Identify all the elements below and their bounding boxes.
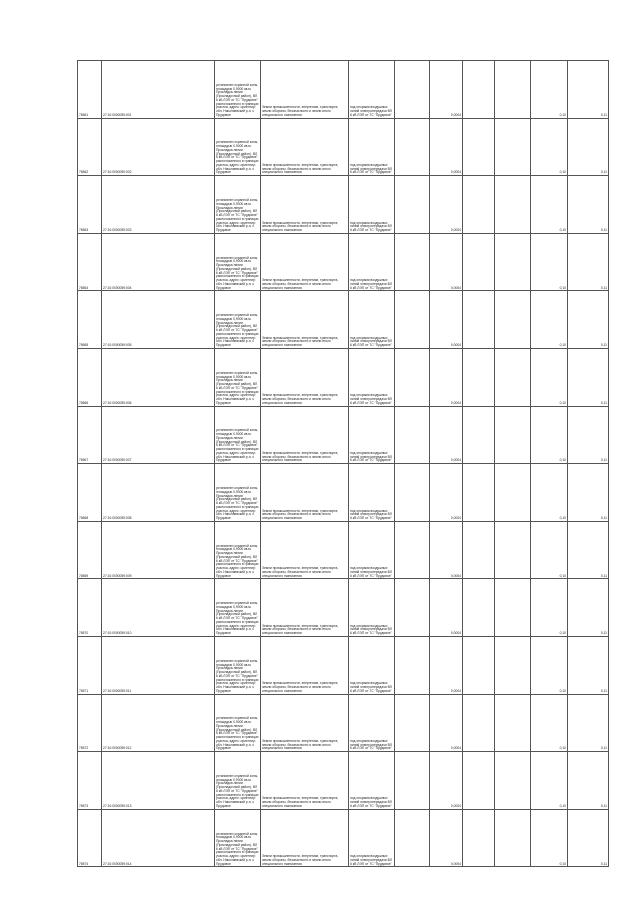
row-id: 76566 (78, 348, 102, 406)
land-use-category: Земли промышленности, энергетики, транспорта, земли обороны, безопасности и земли иного специального назначения (261, 579, 349, 637)
value-2: 0,11 (568, 291, 609, 349)
location-description (215, 176, 261, 234)
empty-cell (495, 694, 531, 752)
cadastral-number: 27:10:0000059:013 (102, 752, 215, 810)
land-registry-table (77, 60, 609, 867)
land-use-category: Земли промышленности, энергетики, транспорта, земли обороны, безопасности и земли иного специального назначения (261, 61, 349, 119)
location-description (215, 809, 261, 867)
table-row (78, 406, 609, 464)
land-use-category: Земли промышленности, энергетики, транспорта, земли обороны, безопасности и земли иного специального назначения (261, 694, 349, 752)
cadastral-number: 27:10:0000059:005 (102, 291, 215, 349)
empty-cell (495, 464, 531, 522)
empty-cell (463, 61, 495, 119)
location-description (215, 118, 261, 176)
permitted-use: под опорами воздушных линий электропередачи ВЛ 6 кВ ЛЭП от ТС "Прудовое" (349, 521, 395, 579)
value-1: 0,10 (531, 118, 568, 176)
value-1: 0,10 (531, 348, 568, 406)
table-row (78, 348, 609, 406)
land-use-category: Земли промышленности, энергетики, транспорта, земли обороны, безопасности и земли иного специального назначения (261, 464, 349, 522)
description-text: установлен охранной зоны, площадью 0,9000 кв.м. Прокладка линии (Прокладочный район), ВЛ 6 кВ ЛЭП от ТС "Прудовое" расположенного в границах участка, адрес: ориентир: обл. Николаевский р-н, с Прудовое (216, 313, 259, 348)
empty-cell (495, 406, 531, 464)
cadastral-number: 27:10:0000059:010 (102, 579, 215, 637)
permitted-use: под опорами воздушных линий электропередачи ВЛ 6 кВ ЛЭП от ТС "Прудовое" (349, 348, 395, 406)
table-row (78, 694, 609, 752)
permitted-use: под опорами воздушных линий электропередачи ВЛ 6 кВ ЛЭП от ТС "Прудовое" (349, 752, 395, 810)
description-text: установлен охранной зоны, площадью 0,9000 кв.м. Прокладка линии (Прокладочный район), ВЛ 6 кВ ЛЭП от ТС "Прудовое" расположенного в границах участка, адрес: ориентир: обл. Николаевский р-н, с Прудовое (216, 140, 259, 175)
empty-cell (395, 233, 430, 291)
table-body (78, 61, 609, 867)
description-text: установлен охранной зоны, площадью 0,9000 кв.м. Прокладка линии (Прокладочный район), ВЛ 6 кВ ЛЭП от ТС "Прудовое" расположенного в границах участка, адрес: ориентир: обл. Николаевский р-н, с Прудовое (216, 601, 259, 636)
area-value: 0,0004 (430, 809, 463, 867)
area-value: 0,0004 (430, 636, 463, 694)
empty-cell (495, 291, 531, 349)
empty-cell (463, 118, 495, 176)
permitted-use: под опорами воздушных линий электропередачи ВЛ 6 кВ ЛЭП от ТС "Прудовое" (349, 61, 395, 119)
area-value: 0,0004 (430, 406, 463, 464)
location-description (215, 636, 261, 694)
empty-cell (495, 579, 531, 637)
value-2: 0,11 (568, 233, 609, 291)
description-text: установлен охранной зоны, площадью 0,9000 кв.м. Прокладка линии (Прокладочный район), ВЛ 6 кВ ЛЭП от ТС "Прудовое" расположенного в границах участка, адрес: ориентир: обл. Николаевский р-н, с Прудовое (216, 82, 259, 117)
empty-cell (395, 61, 430, 119)
row-id: 76572 (78, 694, 102, 752)
empty-cell (395, 636, 430, 694)
row-id: 76561 (78, 61, 102, 119)
description-text: установлен охранной зоны, площадью 0,9000 кв.м. Прокладка линии (Прокладочный район), ВЛ 6 кВ ЛЭП от ТС "Прудовое" расположенного в границах участка, адрес: ориентир: обл. Николаевский р-н, с Прудовое (216, 831, 259, 866)
row-id: 76562 (78, 118, 102, 176)
table-row (78, 291, 609, 349)
empty-cell (395, 348, 430, 406)
empty-cell (463, 406, 495, 464)
empty-cell (463, 348, 495, 406)
land-use-category: Земли промышленности, энергетики, транспорта, земли обороны, безопасности и земли иного специального назначения (261, 406, 349, 464)
permitted-use: под опорами воздушных линий электропередачи ВЛ 6 кВ ЛЭП от ТС "Прудовое" (349, 291, 395, 349)
table-row (78, 176, 609, 234)
area-value: 0,0004 (430, 694, 463, 752)
row-id: 76563 (78, 176, 102, 234)
area-value: 0,0004 (430, 348, 463, 406)
value-2: 0,11 (568, 118, 609, 176)
location-description (215, 521, 261, 579)
location-description (215, 694, 261, 752)
row-id: 76567 (78, 406, 102, 464)
value-2: 0,11 (568, 176, 609, 234)
row-id: 76574 (78, 809, 102, 867)
value-1: 0,10 (531, 291, 568, 349)
table-row (78, 118, 609, 176)
value-2: 0,11 (568, 694, 609, 752)
area-value: 0,0004 (430, 752, 463, 810)
location-description (215, 579, 261, 637)
description-text: установлен охранной зоны, площадью 0,9000 кв.м. Прокладка линии (Прокладочный район), ВЛ 6 кВ ЛЭП от ТС "Прудовое" расположенного в границах участка, адрес: ориентир: обл. Николаевский р-н, с Прудовое (216, 198, 259, 233)
cadastral-number: 27:10:0000059:006 (102, 348, 215, 406)
permitted-use: под опорами воздушных линий электропередачи ВЛ 6 кВ ЛЭП от ТС "Прудовое" (349, 233, 395, 291)
cadastral-number: 27:10:0000059:007 (102, 406, 215, 464)
area-value: 0,0004 (430, 579, 463, 637)
area-value: 0,0004 (430, 291, 463, 349)
value-1: 0,10 (531, 176, 568, 234)
value-1: 0,10 (531, 61, 568, 119)
empty-cell (495, 521, 531, 579)
row-id: 76573 (78, 752, 102, 810)
permitted-use: под опорами воздушных линий электропередачи ВЛ 6 кВ ЛЭП от ТС "Прудовое" (349, 464, 395, 522)
value-1: 0,10 (531, 752, 568, 810)
table-row (78, 464, 609, 522)
value-2: 0,11 (568, 752, 609, 810)
empty-cell (395, 176, 430, 234)
area-value: 0,0004 (430, 176, 463, 234)
permitted-use: под опорами воздушных линий электропередачи ВЛ 6 кВ ЛЭП от ТС "Прудовое" (349, 636, 395, 694)
area-value: 0,0004 (430, 61, 463, 119)
row-id: 76568 (78, 464, 102, 522)
empty-cell (395, 291, 430, 349)
empty-cell (495, 61, 531, 119)
empty-cell (463, 176, 495, 234)
cadastral-number: 27:10:0000059:004 (102, 233, 215, 291)
cadastral-number: 27:10:0000059:001 (102, 61, 215, 119)
land-use-category: Земли промышленности, энергетики, транспорта, земли обороны, безопасности и земли иного специального назначения (261, 636, 349, 694)
area-value: 0,0004 (430, 464, 463, 522)
value-2: 0,11 (568, 406, 609, 464)
value-1: 0,10 (531, 636, 568, 694)
permitted-use: под опорами воздушных линий электропередачи ВЛ 6 кВ ЛЭП от ТС "Прудовое" (349, 118, 395, 176)
description-text: установлен охранной зоны, площадью 0,9000 кв.м. Прокладка линии (Прокладочный район), ВЛ 6 кВ ЛЭП от ТС "Прудовое" расположенного в границах участка, адрес: ориентир: обл. Николаевский р-н, с Прудовое (216, 428, 259, 463)
empty-cell (395, 406, 430, 464)
empty-cell (395, 464, 430, 522)
row-id: 76565 (78, 291, 102, 349)
cadastral-number: 27:10:0000059:002 (102, 118, 215, 176)
empty-cell (395, 118, 430, 176)
table-row (78, 752, 609, 810)
land-use-category: Земли промышленности, энергетики, транспорта, земли обороны, безопасности и земли иного специального назначения (261, 809, 349, 867)
location-description (215, 348, 261, 406)
empty-cell (495, 118, 531, 176)
description-text: установлен охранной зоны, площадью 0,9000 кв.м. Прокладка линии (Прокладочный район), ВЛ 6 кВ ЛЭП от ТС "Прудовое" расположенного в границах участка, адрес: ориентир: обл. Николаевский р-н, с Прудовое (216, 716, 259, 751)
value-2: 0,11 (568, 809, 609, 867)
permitted-use: под опорами воздушных линий электропередачи ВЛ 6 кВ ЛЭП от ТС "Прудовое" (349, 406, 395, 464)
location-description (215, 464, 261, 522)
value-2: 0,11 (568, 521, 609, 579)
permitted-use: под опорами воздушных линий электропередачи ВЛ 6 кВ ЛЭП от ТС "Прудовое" (349, 694, 395, 752)
empty-cell (463, 694, 495, 752)
empty-cell (395, 752, 430, 810)
permitted-use: под опорами воздушных линий электропередачи ВЛ 6 кВ ЛЭП от ТС "Прудовое" (349, 809, 395, 867)
table-row (78, 636, 609, 694)
empty-cell (495, 233, 531, 291)
area-value: 0,0004 (430, 521, 463, 579)
land-use-category: Земли промышленности, энергетики, транспорта, земли обороны, безопасности и земли иного специального назначения (261, 291, 349, 349)
value-1: 0,10 (531, 406, 568, 464)
cadastral-number: 27:10:0000059:003 (102, 176, 215, 234)
table-row (78, 579, 609, 637)
location-description (215, 61, 261, 119)
description-text: установлен охранной зоны, площадью 0,9000 кв.м. Прокладка линии (Прокладочный район), ВЛ 6 кВ ЛЭП от ТС "Прудовое" расположенного в границах участка, адрес: ориентир: обл. Николаевский р-н, с Прудовое (216, 255, 259, 290)
land-use-category: Земли промышленности, энергетики, транспорта, земли обороны, безопасности и земли иного специального назначения (261, 348, 349, 406)
table-row (78, 521, 609, 579)
empty-cell (463, 521, 495, 579)
cadastral-number: 27:10:0000059:009 (102, 521, 215, 579)
value-2: 0,11 (568, 464, 609, 522)
description-text: установлен охранной зоны, площадью 0,9000 кв.м. Прокладка линии (Прокладочный район), ВЛ 6 кВ ЛЭП от ТС "Прудовое" расположенного в границах участка, адрес: ориентир: обл. Николаевский р-н, с Прудовое (216, 658, 259, 693)
row-id: 76570 (78, 579, 102, 637)
table-row (78, 809, 609, 867)
permitted-use: под опорами воздушных линий электропередачи ВЛ 6 кВ ЛЭП от ТС "Прудовое" (349, 176, 395, 234)
description-text: установлен охранной зоны, площадью 0,9000 кв.м. Прокладка линии (Прокладочный район), ВЛ 6 кВ ЛЭП от ТС "Прудовое" расположенного в границах участка, адрес: ориентир: обл. Николаевский р-н, с Прудовое (216, 773, 259, 808)
description-text: установлен охранной зоны, площадью 0,9000 кв.м. Прокладка линии (Прокладочный район), ВЛ 6 кВ ЛЭП от ТС "Прудовое" расположенного в границах участка, адрес: ориентир: обл. Николаевский р-н, с Прудовое (216, 486, 259, 520)
empty-cell (463, 579, 495, 637)
value-2: 0,11 (568, 348, 609, 406)
land-use-category: Земли промышленности, энергетики, транспорта, земли обороны, безопасности и земли иного специального назначения (261, 521, 349, 579)
row-id: 76571 (78, 636, 102, 694)
empty-cell (395, 521, 430, 579)
empty-cell (495, 752, 531, 810)
empty-cell (395, 694, 430, 752)
empty-cell (395, 809, 430, 867)
empty-cell (463, 809, 495, 867)
table-row (78, 233, 609, 291)
empty-cell (463, 233, 495, 291)
description-text: установлен охранной зоны, площадью 0,9000 кв.м. Прокладка линии (Прокладочный район), ВЛ 6 кВ ЛЭП от ТС "Прудовое" расположенного в границах участка, адрес: ориентир: обл. Николаевский р-н, с Прудовое (216, 543, 259, 578)
area-value: 0,0004 (430, 233, 463, 291)
empty-cell (495, 348, 531, 406)
location-description (215, 406, 261, 464)
value-1: 0,10 (531, 694, 568, 752)
table-row (78, 61, 609, 119)
row-id: 76569 (78, 521, 102, 579)
cadastral-number: 27:10:0000059:008 (102, 464, 215, 522)
permitted-use: под опорами воздушных линий электропередачи ВЛ 6 кВ ЛЭП от ТС "Прудовое" (349, 579, 395, 637)
description-text: установлен охранной зоны, площадью 0,9000 кв.м. Прокладка линии (Прокладочный район), ВЛ 6 кВ ЛЭП от ТС "Прудовое" расположенного в границах участка, адрес: ориентир: обл. Николаевский р-н, с Прудовое (216, 370, 259, 405)
land-use-category: Земли промышленности, энергетики, транспорта, земли обороны, безопасности и земли иного специального назначения (261, 176, 349, 234)
cadastral-number: 27:10:0000059:011 (102, 636, 215, 694)
empty-cell (463, 752, 495, 810)
value-2: 0,11 (568, 636, 609, 694)
location-description (215, 752, 261, 810)
value-1: 0,10 (531, 464, 568, 522)
row-id: 76564 (78, 233, 102, 291)
value-1: 0,10 (531, 809, 568, 867)
empty-cell (495, 636, 531, 694)
value-1: 0,10 (531, 579, 568, 637)
land-use-category: Земли промышленности, энергетики, транспорта, земли обороны, безопасности и земли иного специального назначения (261, 118, 349, 176)
empty-cell (495, 176, 531, 234)
value-1: 0,10 (531, 233, 568, 291)
area-value: 0,0004 (430, 118, 463, 176)
land-use-category: Земли промышленности, энергетики, транспорта, земли обороны, безопасности и земли иного специального назначения (261, 752, 349, 810)
value-2: 0,11 (568, 579, 609, 637)
empty-cell (395, 579, 430, 637)
empty-cell (495, 809, 531, 867)
value-2: 0,11 (568, 61, 609, 119)
empty-cell (463, 291, 495, 349)
location-description (215, 291, 261, 349)
cadastral-number: 27:10:0000059:012 (102, 694, 215, 752)
empty-cell (463, 636, 495, 694)
cadastral-number: 27:10:0000059:014 (102, 809, 215, 867)
land-use-category: Земли промышленности, энергетики, транспорта, земли обороны, безопасности и земли иного специального назначения (261, 233, 349, 291)
location-description (215, 233, 261, 291)
value-1: 0,10 (531, 521, 568, 579)
empty-cell (463, 464, 495, 522)
